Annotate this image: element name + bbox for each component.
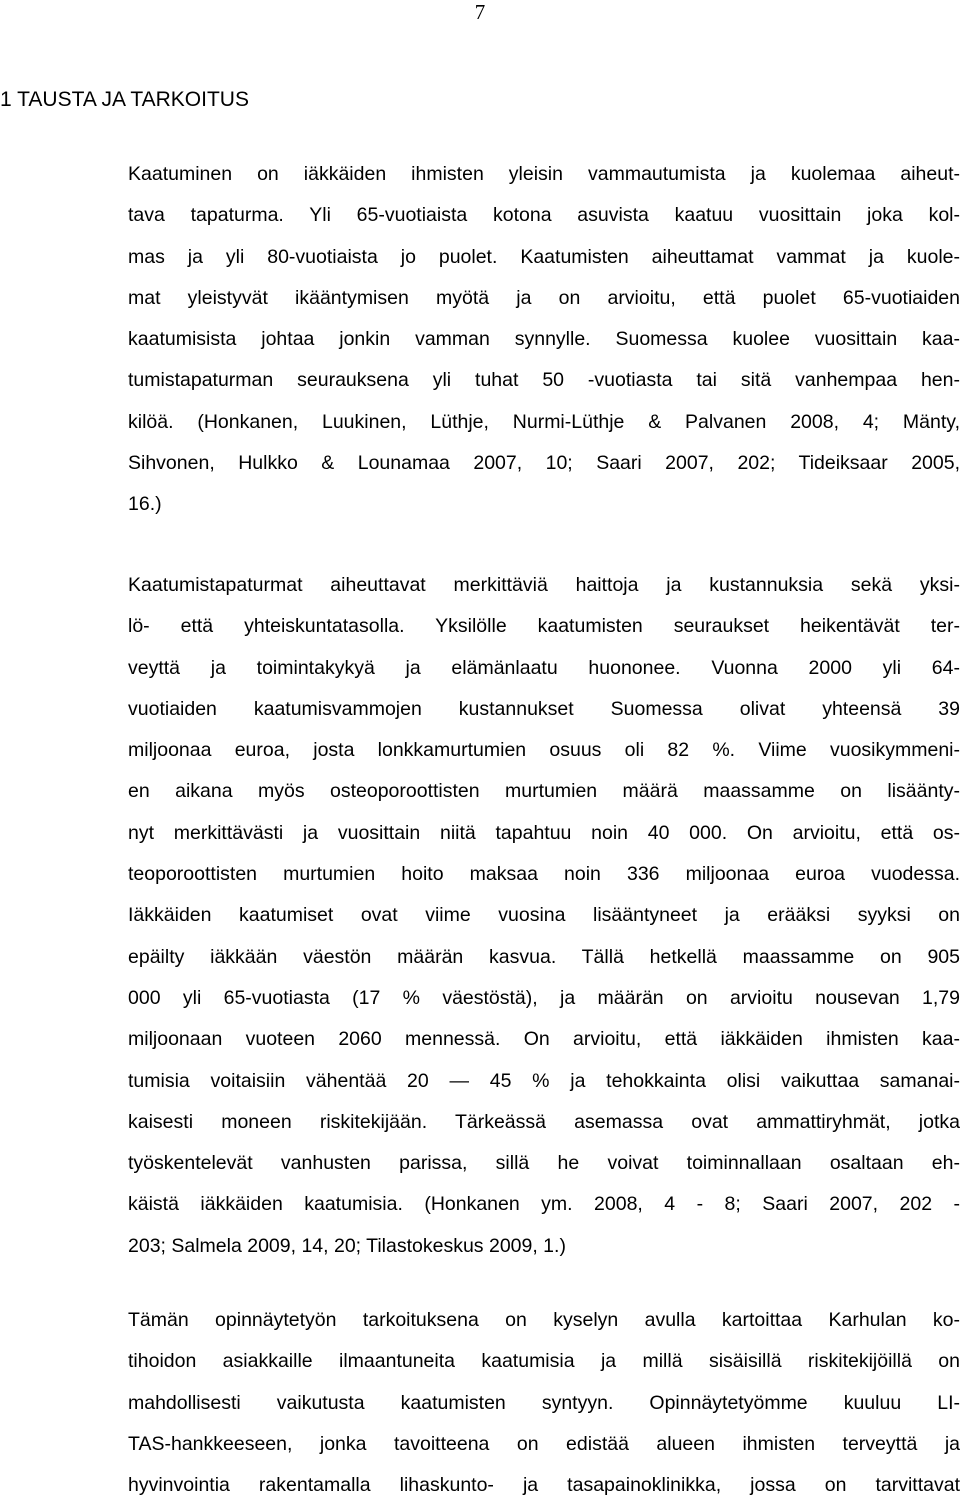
text-line: miljoonaan vuoteen 2060 mennessä. On arvioitu, että iäkkäiden ihmisten kaa-	[128, 1028, 960, 1051]
text-line: tumisia voitaisiin vähentää 20 — 45 % ja tehokkainta olisi vaikuttaa samanai-	[128, 1069, 960, 1092]
text-line: teoporoottisten murtumien hoito maksaa noin 336 miljoonaa euroa vuodessa.	[128, 863, 960, 886]
text-line: lö- että yhteiskuntatasolla. Yksilölle kaatumisten seuraukset heikentävät ter-	[128, 615, 960, 638]
text-line: 000 yli 65-vuotiasta (17 % väestöstä), ja määrän on arvioitu nousevan 1,79	[128, 986, 960, 1009]
text-line: miljoonaa euroa, josta lonkkamurtumien osuus oli 82 %. Viime vuosikymmeni-	[128, 739, 960, 762]
text-line: epäilty iäkkään väestön määrän kasvua. Tällä hetkellä maassamme on 905	[128, 945, 960, 968]
text-line: käistä iäkkäiden kaatumisia. (Honkanen ym. 2008, 4 - 8; Saari 2007, 202 -	[128, 1193, 960, 1216]
text-line: työskentelevät vanhusten parissa, sillä he voivat toiminnallaan osaltaan eh-	[128, 1152, 960, 1175]
text-line: TAS-hankkeeseen, jonka tavoitteena on edistää alueen ihmisten terveyttä ja	[128, 1432, 960, 1455]
page-number: 7	[474, 0, 486, 24]
text-line: tumistapaturman seurauksena yli tuhat 50 -vuotiasta tai sitä vanhempaa hen-	[128, 369, 960, 392]
text-line: hyvinvointia rakentamalla lihaskunto- ja tasapainoklinikka, jossa on tarvittavat	[128, 1474, 960, 1497]
paragraph-purpose	[128, 1300, 960, 1506]
text-line: kaatumisista johtaa jonkin vamman synnylle. Suomessa kuolee vuosittain kaa-	[128, 328, 960, 351]
text-line: nyt merkittävästi ja vuosittain niitä tapahtuu noin 40 000. On arvioitu, että os-	[128, 821, 960, 844]
text-line: Iäkkäiden kaatumiset ovat viime vuosina lisääntyneet ja erääksi syyksi on	[128, 904, 960, 927]
text-line: Sihvonen, Hulkko & Lounamaa 2007, 10; Saari 2007, 202; Tideiksaar 2005,	[128, 452, 960, 475]
text-line: mahdollisesti vaikutusta kaatumisten syntyyn. Opinnäytetyömme kuuluu LI-	[128, 1391, 960, 1414]
paragraph-background-2	[128, 565, 960, 1267]
section-heading: 1 TAUSTA JA TARKOITUS	[0, 88, 249, 111]
paragraph-background-1	[128, 154, 960, 526]
text-line: en aikana myös osteoporoottisten murtumien määrä maassamme on lisäänty-	[128, 780, 960, 803]
text-line: veyttä ja toimintakykyä ja elämänlaatu huononee. Vuonna 2000 yli 64-	[128, 656, 960, 679]
text-line: Kaatuminen on iäkkäiden ihmisten yleisin vammautumista ja kuolemaa aiheut-	[128, 163, 960, 185]
text-line: tihoidon asiakkaille ilmaantuneita kaatumisia ja millä sisäisillä riskitekijöillä on	[128, 1350, 960, 1373]
text-line: mat yleistyvät ikääntymisen myötä ja on arvioitu, että puolet 65-vuotiaiden	[128, 286, 960, 309]
text-line: 203; Salmela 2009, 14, 20; Tilastokeskus 2009, 1.)	[128, 1234, 566, 1257]
text-line: mas ja yli 80-vuotiaista jo puolet. Kaatumisten aiheuttamat vammat ja kuole-	[128, 245, 960, 268]
text-line: 16.)	[128, 493, 162, 516]
text-line: Tämän opinnäytetyön tarkoituksena on kyselyn avulla kartoittaa Karhulan ko-	[128, 1309, 960, 1331]
text-line: tava tapaturma. Yli 65-vuotiaista kotona asuvista kaatuu vuosittain joka kol-	[128, 204, 960, 227]
text-line: kilöä. (Honkanen, Luukinen, Lüthje, Nurmi-Lüthje & Palvanen 2008, 4; Mänty,	[128, 410, 960, 433]
text-line: vuotiaiden kaatumisvammojen kustannukset Suomessa olivat yhteensä 39	[128, 697, 960, 720]
text-line: kaisesti moneen riskitekijään. Tärkeässä asemassa ovat ammattiryhmät, jotka	[128, 1110, 960, 1133]
text-line: Kaatumistapaturmat aiheuttavat merkittäviä haittoja ja kustannuksia sekä yksi-	[128, 574, 960, 596]
